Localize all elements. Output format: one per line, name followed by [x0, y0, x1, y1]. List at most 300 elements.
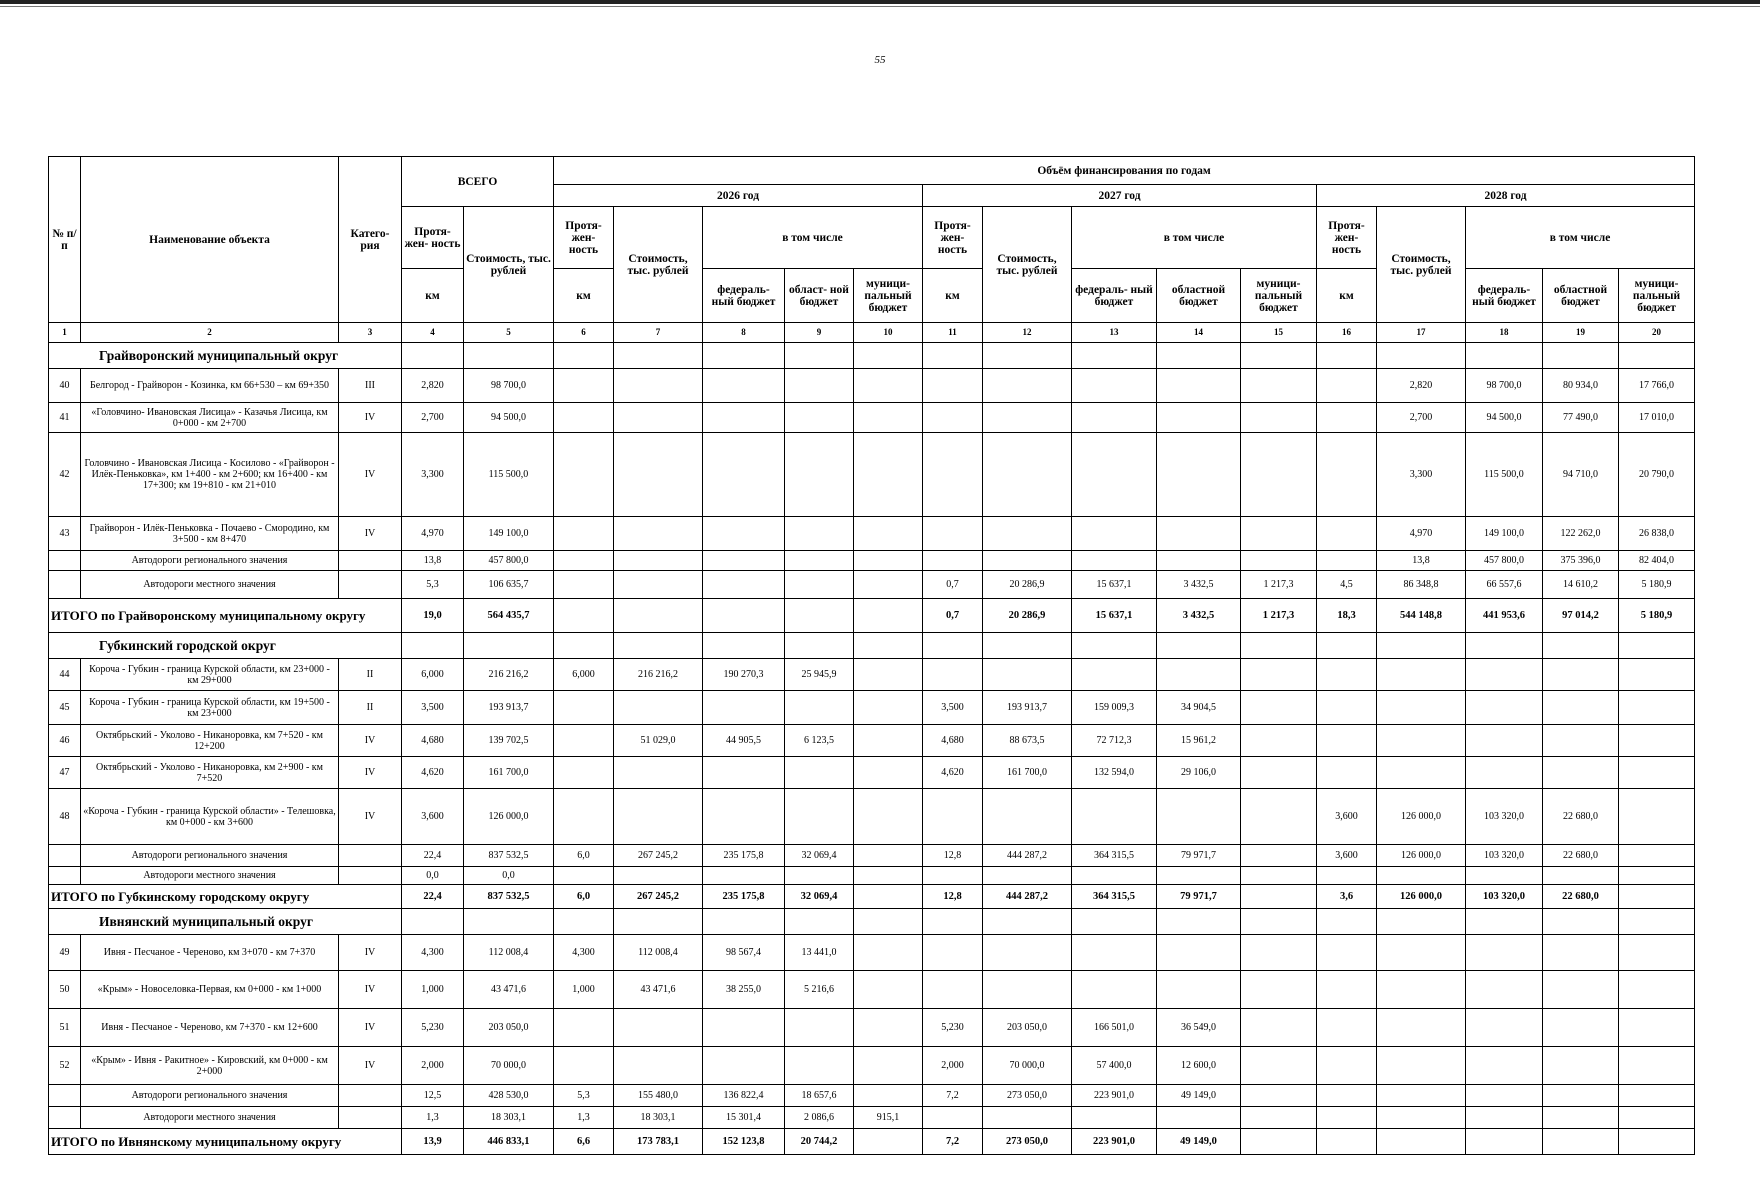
object-name: Короча - Губкин - граница Курской области, км 23+000 - км 29+000 — [81, 659, 339, 691]
total-label: ИТОГО по Грайворонскому муниципальному округу — [49, 599, 402, 633]
value-cell — [1543, 691, 1619, 725]
column-number: 14 — [1157, 323, 1241, 343]
header-name: Наименование объекта — [81, 157, 339, 323]
column-number: 3 — [339, 323, 402, 343]
value-cell: 12,5 — [402, 1085, 464, 1107]
value-cell: 193 913,7 — [983, 691, 1072, 725]
subtotal-label: Автодороги местного значения — [81, 1107, 339, 1129]
value-cell — [1543, 1107, 1619, 1129]
empty-cell — [339, 551, 402, 571]
value-cell: 126 000,0 — [1377, 789, 1466, 845]
value-cell — [923, 369, 983, 403]
value-cell: 122 262,0 — [1543, 517, 1619, 551]
value-cell — [554, 403, 614, 433]
value-cell — [1317, 725, 1377, 757]
region-row — [49, 633, 1695, 659]
object-number: 42 — [49, 433, 81, 517]
object-category: II — [339, 659, 402, 691]
value-cell — [614, 789, 703, 845]
column-number: 4 — [402, 323, 464, 343]
value-cell: 1 217,3 — [1241, 571, 1317, 599]
object-row — [49, 935, 1695, 971]
value-cell — [1543, 1085, 1619, 1107]
value-cell: 4,5 — [1317, 571, 1377, 599]
object-name: Короча - Губкин - граница Курской области, км 19+500 - км 23+000 — [81, 691, 339, 725]
value-cell: 18 657,6 — [785, 1085, 854, 1107]
value-cell: 155 480,0 — [614, 1085, 703, 1107]
value-cell — [554, 517, 614, 551]
value-cell — [703, 433, 785, 517]
value-cell — [703, 691, 785, 725]
value-cell — [1241, 845, 1317, 867]
header-length-2026: Протя- жен- ность — [554, 207, 614, 269]
value-cell — [1317, 551, 1377, 571]
value-cell: 98 700,0 — [1466, 369, 1543, 403]
object-name: «Головчино- Ивановская Лисица» - Казачья Лисица, км 0+000 - км 2+700 — [81, 403, 339, 433]
value-cell: 3,300 — [402, 433, 464, 517]
value-cell — [1466, 1107, 1543, 1129]
value-cell: 103 320,0 — [1466, 789, 1543, 845]
object-number: 50 — [49, 971, 81, 1009]
header-incl-2026: в том числе — [703, 207, 923, 269]
value-cell: 26 838,0 — [1619, 517, 1695, 551]
value-cell — [1157, 1107, 1241, 1129]
value-cell — [1619, 691, 1695, 725]
value-cell: 6,000 — [554, 659, 614, 691]
value-cell: 3,600 — [1317, 845, 1377, 867]
value-cell — [983, 517, 1072, 551]
value-cell — [1466, 691, 1543, 725]
header-km-2027: км — [923, 269, 983, 323]
header-category: Катего- рия — [339, 157, 402, 323]
value-cell — [1619, 885, 1695, 909]
value-cell — [1317, 1107, 1377, 1129]
value-cell — [923, 971, 983, 1009]
empty-cell — [554, 633, 614, 659]
empty-cell — [703, 909, 785, 935]
value-cell — [923, 433, 983, 517]
value-cell: 115 500,0 — [464, 433, 554, 517]
value-cell — [1317, 1047, 1377, 1085]
object-category: IV — [339, 935, 402, 971]
subtotal-label: Автодороги местного значения — [81, 867, 339, 885]
value-cell: 364 315,5 — [1072, 845, 1157, 867]
empty-cell — [614, 343, 703, 369]
value-cell — [1377, 725, 1466, 757]
value-cell — [854, 599, 923, 633]
value-cell: 25 945,9 — [785, 659, 854, 691]
column-number: 6 — [554, 323, 614, 343]
value-cell: 235 175,8 — [703, 885, 785, 909]
value-cell: 223 901,0 — [1072, 1085, 1157, 1107]
value-cell — [1619, 789, 1695, 845]
object-category: IV — [339, 1047, 402, 1085]
value-cell: 457 800,0 — [1466, 551, 1543, 571]
value-cell: 70 000,0 — [464, 1047, 554, 1085]
value-cell: 22,4 — [402, 885, 464, 909]
value-cell: 22 680,0 — [1543, 789, 1619, 845]
value-cell — [614, 517, 703, 551]
value-cell: 13,9 — [402, 1129, 464, 1155]
value-cell — [1157, 867, 1241, 885]
value-cell: 2,700 — [402, 403, 464, 433]
header-year-2028: 2028 год — [1317, 185, 1695, 207]
value-cell — [1619, 1009, 1695, 1047]
value-cell: 4,620 — [923, 757, 983, 789]
empty-cell — [923, 633, 983, 659]
object-row — [49, 433, 1695, 517]
object-row — [49, 971, 1695, 1009]
region-row — [49, 909, 1695, 935]
value-cell: 112 008,4 — [614, 935, 703, 971]
object-category: IV — [339, 971, 402, 1009]
empty-cell — [923, 909, 983, 935]
value-cell: 12 600,0 — [1157, 1047, 1241, 1085]
value-cell — [1377, 1107, 1466, 1129]
value-cell: 51 029,0 — [614, 725, 703, 757]
value-cell — [923, 659, 983, 691]
empty-cell — [464, 909, 554, 935]
empty-cell — [339, 1107, 402, 1129]
value-cell — [1157, 517, 1241, 551]
header-km-2028: км — [1317, 269, 1377, 323]
header-municipal-2028: муници- пальный бюджет — [1619, 269, 1695, 323]
region-title: Губкинский городской округ — [49, 633, 402, 659]
object-row — [49, 725, 1695, 757]
value-cell: 4,620 — [402, 757, 464, 789]
total-row — [49, 1129, 1695, 1155]
value-cell — [1241, 1129, 1317, 1155]
value-cell — [854, 1009, 923, 1047]
value-cell: 1,3 — [554, 1107, 614, 1129]
column-number: 19 — [1543, 323, 1619, 343]
value-cell — [1157, 659, 1241, 691]
value-cell — [923, 403, 983, 433]
value-cell: 203 050,0 — [983, 1009, 1072, 1047]
value-cell: 3 432,5 — [1157, 571, 1241, 599]
empty-cell — [1466, 633, 1543, 659]
value-cell — [1157, 369, 1241, 403]
value-cell: 5,3 — [554, 1085, 614, 1107]
value-cell: 5 216,6 — [785, 971, 854, 1009]
header-incl-2028: в том числе — [1466, 207, 1695, 269]
value-cell — [1157, 433, 1241, 517]
value-cell — [1072, 935, 1157, 971]
empty-cell — [1543, 909, 1619, 935]
value-cell: 3 432,5 — [1157, 599, 1241, 633]
value-cell — [1619, 1107, 1695, 1129]
value-cell — [1466, 725, 1543, 757]
value-cell — [785, 1009, 854, 1047]
value-cell: 364 315,5 — [1072, 885, 1157, 909]
object-name: Ивня - Песчаное - Череново, км 7+370 - км 12+600 — [81, 1009, 339, 1047]
value-cell — [1072, 1107, 1157, 1129]
value-cell — [1466, 1009, 1543, 1047]
value-cell: 82 404,0 — [1619, 551, 1695, 571]
empty-cell — [785, 343, 854, 369]
value-cell — [1317, 403, 1377, 433]
value-cell — [1072, 789, 1157, 845]
value-cell — [923, 789, 983, 845]
empty-cell — [464, 633, 554, 659]
value-cell — [983, 433, 1072, 517]
header-financing: Объём финансирования по годам — [554, 157, 1695, 185]
value-cell: 72 712,3 — [1072, 725, 1157, 757]
subtotal-label: Автодороги регионального значения — [81, 1085, 339, 1107]
value-cell — [614, 433, 703, 517]
value-cell — [1072, 517, 1157, 551]
total-label: ИТОГО по Губкинскому городскому округу — [49, 885, 402, 909]
value-cell — [1317, 1009, 1377, 1047]
value-cell: 5,230 — [402, 1009, 464, 1047]
value-cell: 1,000 — [402, 971, 464, 1009]
value-cell — [785, 691, 854, 725]
value-cell: 139 702,5 — [464, 725, 554, 757]
value-cell — [554, 867, 614, 885]
value-cell — [1317, 867, 1377, 885]
value-cell: 5,230 — [923, 1009, 983, 1047]
empty-cell — [1543, 343, 1619, 369]
column-number: 1 — [49, 323, 81, 343]
value-cell: 12,8 — [923, 845, 983, 867]
column-number: 7 — [614, 323, 703, 343]
value-cell: 837 532,5 — [464, 845, 554, 867]
value-cell: 428 530,0 — [464, 1085, 554, 1107]
value-cell: 20 790,0 — [1619, 433, 1695, 517]
empty-cell — [703, 343, 785, 369]
empty-cell — [339, 1085, 402, 1107]
value-cell — [614, 551, 703, 571]
value-cell — [1466, 757, 1543, 789]
value-cell — [785, 433, 854, 517]
value-cell — [1241, 691, 1317, 725]
value-cell — [554, 725, 614, 757]
value-cell — [1619, 971, 1695, 1009]
value-cell — [1317, 659, 1377, 691]
object-number: 48 — [49, 789, 81, 845]
column-number: 16 — [1317, 323, 1377, 343]
subtotal-row — [49, 867, 1695, 885]
header-municipal-2026: муници- пальный бюджет — [854, 269, 923, 323]
value-cell: 4,680 — [402, 725, 464, 757]
value-cell: 2,820 — [1377, 369, 1466, 403]
value-cell: 44 905,5 — [703, 725, 785, 757]
value-cell: 161 700,0 — [464, 757, 554, 789]
header-cost: Стоимость, тыс. рублей — [464, 207, 554, 323]
value-cell — [854, 971, 923, 1009]
value-cell — [1241, 1085, 1317, 1107]
object-row — [49, 1009, 1695, 1047]
value-cell: 112 008,4 — [464, 935, 554, 971]
subtotal-row — [49, 571, 1695, 599]
value-cell — [1317, 691, 1377, 725]
header-federal-2028: федераль- ный бюджет — [1466, 269, 1543, 323]
value-cell — [923, 867, 983, 885]
empty-cell — [983, 633, 1072, 659]
value-cell: 126 000,0 — [1377, 885, 1466, 909]
value-cell: 0,7 — [923, 571, 983, 599]
empty-cell — [1377, 909, 1466, 935]
value-cell — [1241, 403, 1317, 433]
value-cell: 80 934,0 — [1543, 369, 1619, 403]
value-cell: 15 301,4 — [703, 1107, 785, 1129]
region-title: Грайворонский муниципальный округ — [49, 343, 402, 369]
object-category: IV — [339, 517, 402, 551]
value-cell — [1466, 1085, 1543, 1107]
value-cell — [1619, 867, 1695, 885]
total-row — [49, 885, 1695, 909]
value-cell: 98 700,0 — [464, 369, 554, 403]
value-cell — [1543, 867, 1619, 885]
value-cell — [923, 1107, 983, 1129]
subtotal-row — [49, 1085, 1695, 1107]
empty-cell — [339, 571, 402, 599]
empty-cell — [1317, 343, 1377, 369]
empty-cell — [1241, 343, 1317, 369]
value-cell: 103 320,0 — [1466, 885, 1543, 909]
value-cell: 94 500,0 — [1466, 403, 1543, 433]
value-cell: 2,000 — [923, 1047, 983, 1085]
value-cell — [1543, 935, 1619, 971]
value-cell: 18 303,1 — [614, 1107, 703, 1129]
value-cell — [1241, 369, 1317, 403]
value-cell: 115 500,0 — [1466, 433, 1543, 517]
value-cell: 4,970 — [1377, 517, 1466, 551]
value-cell: 18,3 — [1317, 599, 1377, 633]
value-cell — [923, 517, 983, 551]
value-cell: 20 744,2 — [785, 1129, 854, 1155]
empty-cell — [703, 633, 785, 659]
column-number: 9 — [785, 323, 854, 343]
value-cell: 3,500 — [402, 691, 464, 725]
value-cell — [703, 757, 785, 789]
value-cell — [983, 789, 1072, 845]
value-cell — [1377, 971, 1466, 1009]
object-category: III — [339, 369, 402, 403]
value-cell — [983, 935, 1072, 971]
empty-cell — [1317, 909, 1377, 935]
value-cell — [1543, 1129, 1619, 1155]
header-municipal-2027: муници- пальный бюджет — [1241, 269, 1317, 323]
header-federal-2027: федераль- ный бюджет — [1072, 269, 1157, 323]
header-total: ВСЕГО — [402, 157, 554, 207]
value-cell — [785, 599, 854, 633]
value-cell — [1543, 757, 1619, 789]
empty-cell — [1317, 633, 1377, 659]
value-cell — [854, 517, 923, 551]
object-number: 43 — [49, 517, 81, 551]
object-category: IV — [339, 725, 402, 757]
value-cell — [854, 725, 923, 757]
column-number: 11 — [923, 323, 983, 343]
value-cell: 7,2 — [923, 1129, 983, 1155]
header-year-2026: 2026 год — [554, 185, 923, 207]
value-cell — [1317, 971, 1377, 1009]
empty-cell — [339, 845, 402, 867]
value-cell — [1377, 757, 1466, 789]
value-cell — [614, 571, 703, 599]
value-cell: 132 594,0 — [1072, 757, 1157, 789]
object-number: 47 — [49, 757, 81, 789]
value-cell: 70 000,0 — [983, 1047, 1072, 1085]
value-cell: 57 400,0 — [1072, 1047, 1157, 1085]
value-cell — [983, 867, 1072, 885]
value-cell — [1241, 517, 1317, 551]
value-cell: 13 441,0 — [785, 935, 854, 971]
value-cell: 18 303,1 — [464, 1107, 554, 1129]
value-cell — [1241, 757, 1317, 789]
value-cell — [1466, 1047, 1543, 1085]
header-regional-2028: областной бюджет — [1543, 269, 1619, 323]
value-cell — [1543, 1009, 1619, 1047]
header-incl-2027: в том числе — [1072, 207, 1317, 269]
value-cell — [785, 867, 854, 885]
value-cell — [1072, 433, 1157, 517]
subtotal-label: Автодороги регионального значения — [81, 845, 339, 867]
object-row — [49, 691, 1695, 725]
value-cell: 159 009,3 — [1072, 691, 1157, 725]
object-number: 41 — [49, 403, 81, 433]
value-cell: 106 635,7 — [464, 571, 554, 599]
top-border-line-thin — [0, 6, 1760, 7]
value-cell: 544 148,8 — [1377, 599, 1466, 633]
value-cell — [703, 1009, 785, 1047]
empty-cell — [923, 343, 983, 369]
column-number: 5 — [464, 323, 554, 343]
value-cell — [854, 845, 923, 867]
empty-cell — [1619, 909, 1695, 935]
value-cell: 17 766,0 — [1619, 369, 1695, 403]
empty-cell — [614, 909, 703, 935]
object-number: 49 — [49, 935, 81, 971]
value-cell — [1619, 1047, 1695, 1085]
column-number: 2 — [81, 323, 339, 343]
value-cell: 166 501,0 — [1072, 1009, 1157, 1047]
column-number: 12 — [983, 323, 1072, 343]
object-row — [49, 1047, 1695, 1085]
subtotal-row — [49, 845, 1695, 867]
object-row — [49, 517, 1695, 551]
value-cell: 0,0 — [402, 867, 464, 885]
value-cell: 173 783,1 — [614, 1129, 703, 1155]
object-name: «Крым» - Ивня - Ракитное» - Кировский, км 0+000 - км 2+000 — [81, 1047, 339, 1085]
value-cell — [1241, 1107, 1317, 1129]
value-cell: 837 532,5 — [464, 885, 554, 909]
value-cell: 22,4 — [402, 845, 464, 867]
object-number: 45 — [49, 691, 81, 725]
value-cell — [854, 885, 923, 909]
object-category: IV — [339, 433, 402, 517]
value-cell — [554, 691, 614, 725]
empty-cell — [554, 343, 614, 369]
value-cell — [854, 691, 923, 725]
value-cell: 2,700 — [1377, 403, 1466, 433]
object-name: «Короча - Губкин - граница Курской области» - Телешовка, км 0+000 - км 3+600 — [81, 789, 339, 845]
value-cell — [854, 1129, 923, 1155]
value-cell: 3,6 — [1317, 885, 1377, 909]
value-cell: 203 050,0 — [464, 1009, 554, 1047]
value-cell — [1241, 789, 1317, 845]
value-cell: 149 100,0 — [464, 517, 554, 551]
empty-cell — [1157, 633, 1241, 659]
value-cell — [1619, 757, 1695, 789]
value-cell — [614, 757, 703, 789]
value-cell — [554, 571, 614, 599]
value-cell — [854, 571, 923, 599]
value-cell: 32 069,4 — [785, 845, 854, 867]
value-cell: 0,0 — [464, 867, 554, 885]
value-cell: 457 800,0 — [464, 551, 554, 571]
